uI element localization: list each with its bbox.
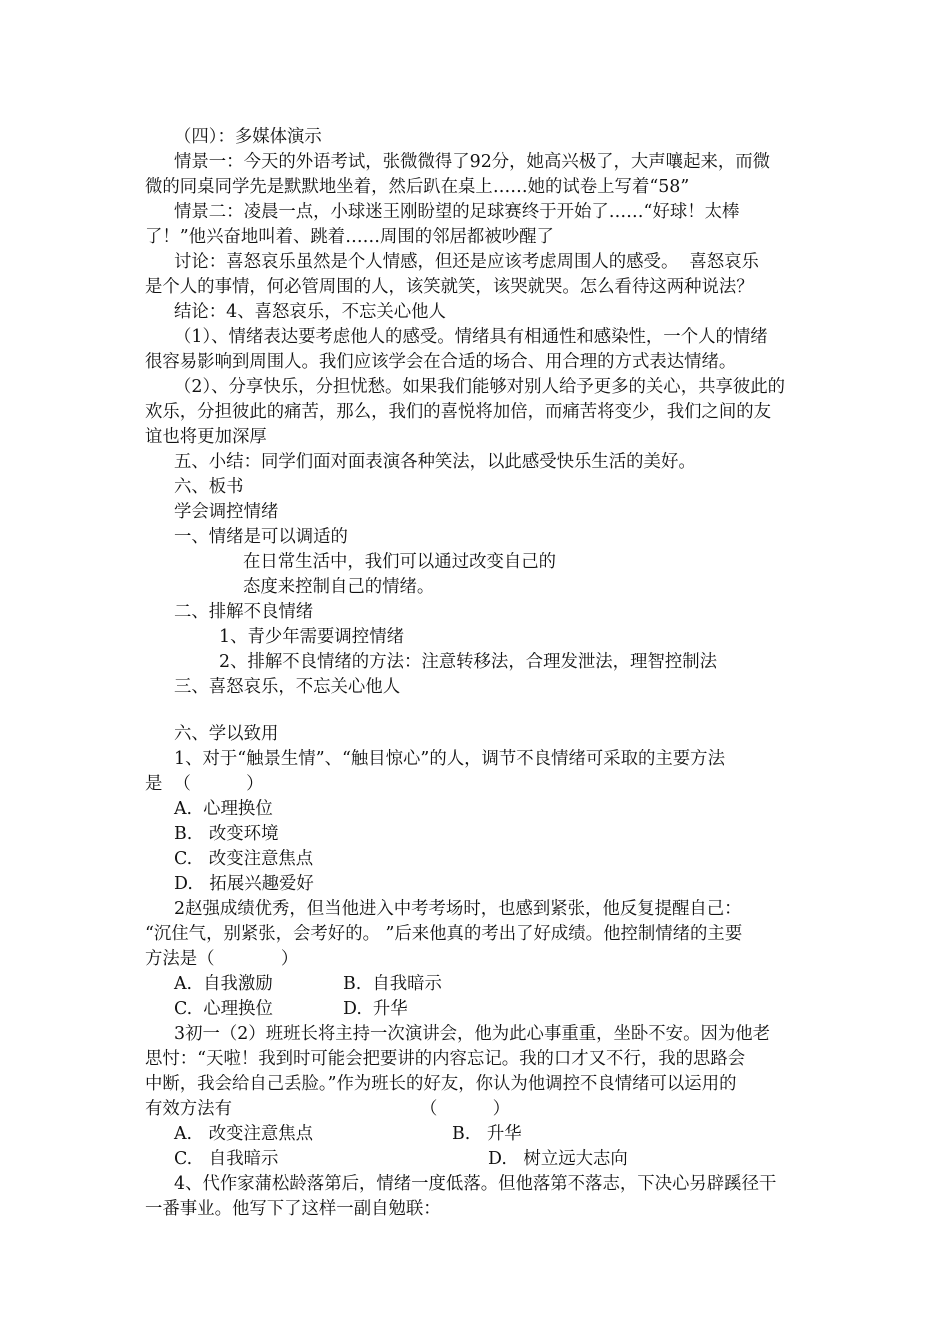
question2-option-d: D. 升华 <box>343 999 408 1019</box>
question4-line2: 一番事业。他写下了这样一副自勉联： <box>145 1199 441 1219</box>
board-heading: 六、板书 <box>174 477 244 497</box>
point2-line1: （2）、分享快乐，分担忧愁。如果我们能够对别人给予更多的关心，共享彼此的 <box>174 377 786 397</box>
question1-option-b: B. 改变环境 <box>174 824 279 844</box>
board-item1: 一、情绪是可以调适的 <box>174 527 348 547</box>
board-item2-sub1: 1、青少年需要调控情绪 <box>219 627 404 647</box>
question3-line2: 思忖：“天啦！我到时可能会把要讲的内容忘记。我的口才又不行，我的思路会 <box>145 1049 746 1069</box>
board-item1-text-line2: 态度来控制自己的情绪。 <box>243 577 435 597</box>
point2-line2: 欢乐，分担彼此的痛苦，那么，我们的喜悦将加倍，而痛苦将变少，我们之间的友 <box>145 402 772 422</box>
question2-option-c: C. 心理换位 <box>174 999 273 1019</box>
question1-option-d: D. 拓展兴趣爱好 <box>174 874 314 894</box>
question3-line4: 有效方法有 <box>145 1099 232 1119</box>
question2-line2: “沉住气，别紧张，会考好的。 ”后来他真的考出了好成绩。他控制情绪的主要 <box>145 924 743 944</box>
question3-answer-paren: （ ） <box>420 1099 511 1119</box>
scene1-line2: 微的同桌同学先是默默地坐着，然后趴在桌上……她的试卷上写着“58” <box>145 177 690 197</box>
practice-heading: 六、学以致用 <box>174 724 279 744</box>
question3-option-c: C. 自我暗示 <box>174 1149 279 1169</box>
summary-line: 五、小结：同学们面对面表演各种笑法，以此感受快乐生活的美好。 <box>174 452 696 472</box>
discussion-line2: 是个人的事情，何必管周围的人，该笑就笑，该哭就哭。怎么看待这两种说法？ <box>145 277 754 297</box>
question3-line1: 3初一（2）班班长将主持一次演讲会，他为此心事重重，坐卧不安。因为他老 <box>174 1024 771 1044</box>
question1-option-a: A. 心理换位 <box>174 799 273 819</box>
question1-line1: 1、对于“触景生情”、“触目惊心”的人，调节不良情绪可采取的主要方法 <box>174 749 725 769</box>
board-item3: 三、喜怒哀乐，不忘关心他人 <box>174 677 401 697</box>
question1-line2: 是 （ ） <box>145 774 264 794</box>
conclusion-line: 结论：4、喜怒哀乐，不忘关心他人 <box>174 302 446 322</box>
board-item1-text-line1: 在日常生活中，我们可以通过改变自己的 <box>243 552 557 572</box>
question1-option-c: C. 改变注意焦点 <box>174 849 314 869</box>
question3-line3: 中断，我会给自己丢脸。”作为班长的好友，你认为他调控不良情绪可以运用的 <box>145 1074 737 1094</box>
question2-option-b: B. 自我暗示 <box>343 974 442 994</box>
point1-line2: 很容易影响到周围人。我们应该学会在合适的场合、用合理的方式表达情绪。 <box>145 352 737 372</box>
question3-option-b: B. 升华 <box>452 1124 522 1144</box>
question3-option-a: A. 改变注意焦点 <box>174 1124 314 1144</box>
scene2-line1: 情景二：凌晨一点，小球迷王刚盼望的足球赛终于开始了……“好球！太棒 <box>174 202 740 222</box>
discussion-line1: 讨论：喜怒哀乐虽然是个人情感，但还是应该考虑周围人的感受。 喜怒哀乐 <box>174 252 759 272</box>
question2-line1: 2赵强成绩优秀，但当他进入中考考场时，也感到紧张，他反复提醒自己： <box>174 899 742 919</box>
point2-line3: 谊也将更加深厚 <box>145 427 267 447</box>
question2-line3: 方法是（ ） <box>145 949 299 969</box>
board-item2: 二、排解不良情绪 <box>174 602 314 622</box>
board-item2-sub2: 2、排解不良情绪的方法：注意转移法，合理发泄法，理智控制法 <box>219 652 718 672</box>
question2-option-a: A. 自我激励 <box>174 974 273 994</box>
board-title: 学会调控情绪 <box>174 502 279 522</box>
question4-line1: 4、代作家蒲松龄落第后，情绪一度低落。但他落第不落志，下决心另辟蹊径干 <box>174 1174 777 1194</box>
scene1-line1: 情景一：今天的外语考试，张微微得了92分，她高兴极了，大声嚷起来，而微 <box>174 152 771 172</box>
question3-option-d: D. 树立远大志向 <box>488 1149 628 1169</box>
section-heading-multimedia: （四）：多媒体演示 <box>174 127 322 147</box>
scene2-line2: 了！”他兴奋地叫着、跳着……周围的邻居都被吵醒了 <box>145 227 554 247</box>
point1-line1: （1）、情绪表达要考虑他人的感受。情绪具有相通性和感染性，一个人的情绪 <box>174 327 768 347</box>
